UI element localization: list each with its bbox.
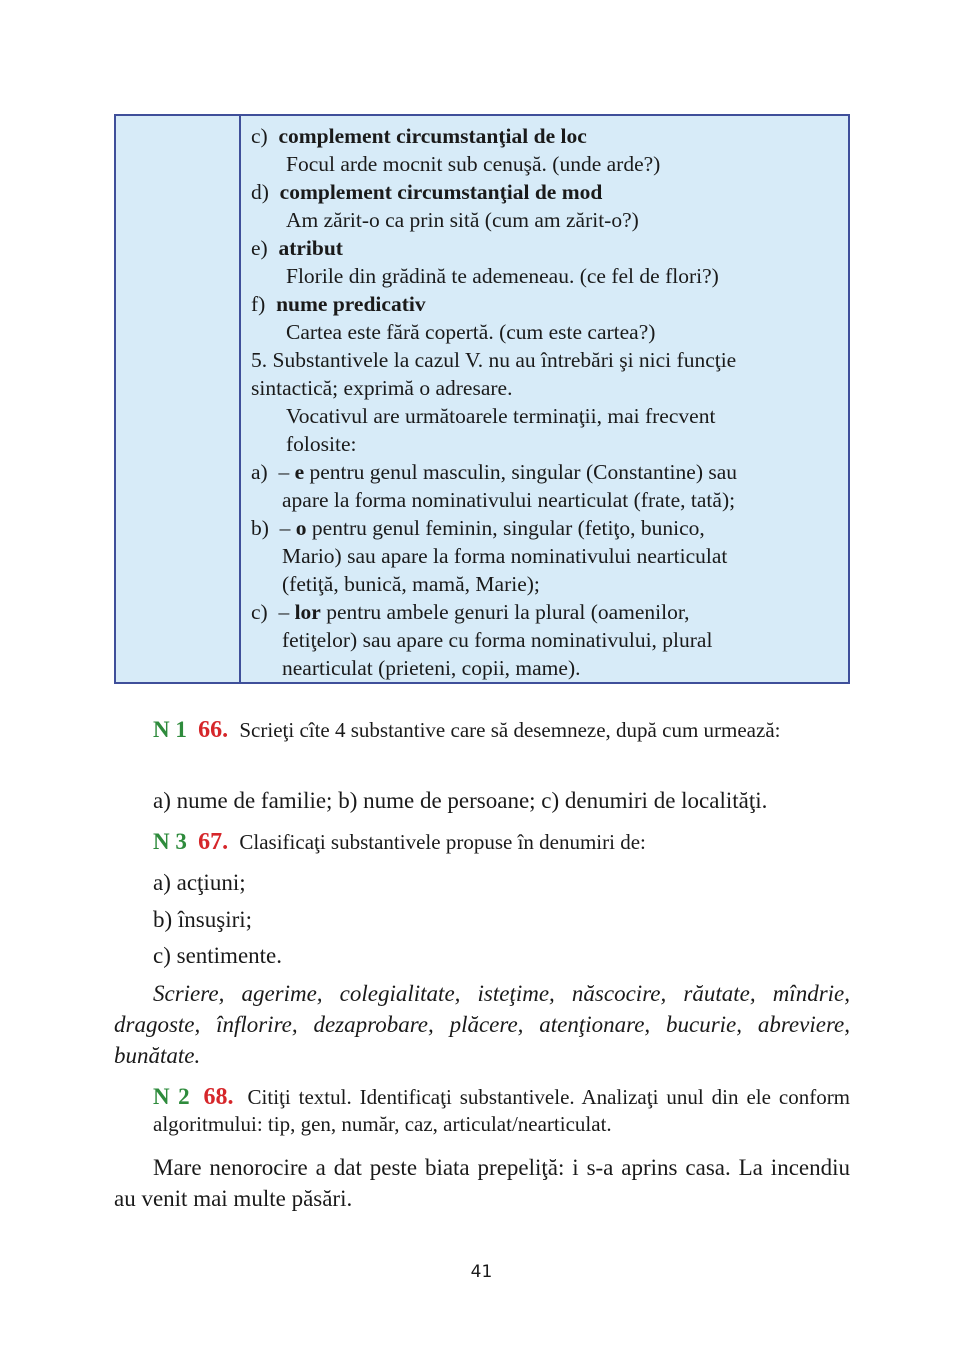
ending-a-line2: apare la forma nominativului nearticulat (frate, tată); (282, 488, 736, 512)
exercise-instruction: Scrieţi cîte 4 substantive care să desemneze, după cum urmează: (239, 718, 781, 742)
table-content (251, 122, 841, 682)
ending-a (251, 458, 841, 486)
ending-description: pentru genul masculin, singular (Constantine) sau (304, 460, 738, 484)
term-c (251, 122, 841, 150)
point-5-line2: sintactică; exprimă o adresare. (251, 376, 513, 400)
exercise-66 (153, 716, 850, 744)
exercise-66-items: a) nume de familie; b) nume de persoane; c) denumiri de localităţi. (153, 788, 768, 813)
page-number: 41 (470, 1262, 493, 1282)
term-text: complement circumstanţial de mod (279, 180, 603, 204)
word-list: Scriere, agerime, colegialitate, isteţime, născocire, răutate, mîndrie, dragoste, înflorire, dezaprobare, plăcere, atenţionare, bucurie, abreviere, bunătate. (114, 981, 850, 1068)
exercise-instruction: Clasificaţi substantivele propuse în denumiri de: (239, 830, 646, 854)
item-label: f) (251, 292, 266, 316)
exercise-number: 66. (198, 717, 229, 743)
grammar-table (114, 114, 850, 684)
dash: – (279, 516, 291, 540)
passage-text: Mare nenorocire a dat peste biata prepeliţă: i s-a aprins casa. La incendiu au venit mai multe păsări. (114, 1155, 850, 1211)
term-text: atribut (278, 236, 343, 260)
ending-b-line3: (fetiţă, bunică, mamă, Marie); (282, 572, 540, 596)
example-f: Cartea este fără copertă. (cum este cartea?) (286, 320, 656, 344)
ending-c-line2: fetiţelor) sau apare cu forma nominativului, plural (282, 628, 713, 652)
ending-b (251, 514, 841, 542)
exercise-67-words (114, 978, 850, 1071)
exercise-level: N 2 (153, 1084, 190, 1109)
term-e (251, 234, 841, 262)
point-5-line1: 5. Substantivele la cazul V. nu au întrebări şi nici funcţie (251, 348, 737, 372)
table-left-column (116, 116, 241, 682)
example-c: Focul arde mocnit sub cenuşă. (unde arde?) (286, 152, 661, 176)
example-d: Am zărit-o ca prin sită (cum am zărit-o?) (286, 208, 639, 232)
ending-description: pentru genul feminin, singular (fetiţo, bunico, (306, 516, 705, 540)
term-d (251, 178, 841, 206)
exercise-67-item-b: b) însuşiri; (153, 907, 253, 932)
vocative-line2: folosite: (286, 432, 357, 456)
exercise-number: 67. (198, 829, 229, 855)
exercise-67-item-c: c) sentimente. (153, 943, 283, 968)
exercise-68 (153, 1083, 850, 1138)
vocative-line1: Vocativul are următoarele terminaţii, mai frecvent (286, 404, 716, 428)
item-label: c) (251, 600, 268, 624)
example-e: Florile din grădină te ademeneau. (ce fel de flori?) (286, 264, 719, 288)
item-label: d) (251, 180, 269, 204)
exercise-level: N 1 (153, 717, 187, 742)
ending-b-line2: Mario) sau apare la forma nominativului nearticulat (282, 544, 728, 568)
ending-text: lor (294, 600, 321, 624)
item-label: e) (251, 236, 268, 260)
exercise-instruction: Citiţi textul. Identificaţi substantivele. Analizaţi unul din ele conform algoritmului: tip, gen, număr, caz, articulat/nearticulat. (153, 1085, 851, 1136)
ending-c-line3: nearticulat (prieteni, copii, mame). (282, 656, 581, 680)
exercise-67-item-a: a) acţiuni; (153, 870, 246, 895)
exercise-68-passage (114, 1152, 850, 1214)
term-text: complement circumstanţial de loc (278, 124, 587, 148)
ending-c (251, 598, 841, 626)
ending-description: pentru ambele genuri la plural (oamenilor, (320, 600, 690, 624)
dash: – (278, 460, 290, 484)
item-label: c) (251, 124, 268, 148)
term-text: nume predicativ (276, 292, 426, 316)
exercise-number: 68. (203, 1084, 234, 1110)
exercise-67 (153, 828, 850, 856)
exercise-level: N 3 (153, 829, 187, 854)
item-label: b) (251, 516, 269, 540)
item-label: a) (251, 460, 268, 484)
dash: – (278, 600, 290, 624)
ending-text: o (295, 516, 307, 540)
term-f (251, 290, 841, 318)
ending-text: e (294, 460, 305, 484)
